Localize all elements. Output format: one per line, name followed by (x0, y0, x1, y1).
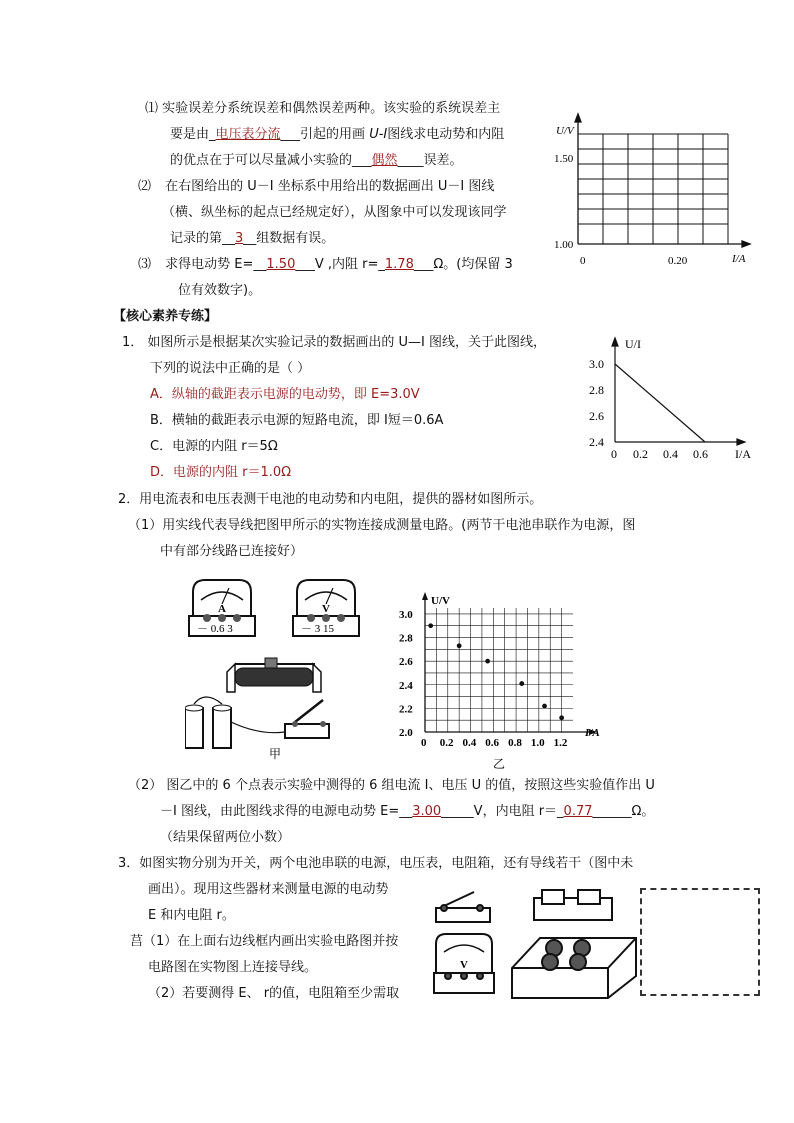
q2-p2-text2b: _____V，内电阻 r＝_ (441, 804, 564, 819)
q0-p1-answer1: 电压表分流 (215, 127, 281, 142)
q1-xtick-0: 0 (611, 447, 617, 461)
q2-answer-e: 3.00 (412, 804, 442, 819)
yi-data-point (542, 704, 547, 709)
q3-apparatus (430, 878, 640, 1003)
switch (285, 700, 329, 738)
q3-line4: 莒（1）在上面右边线框内画出实验电路图并按 (130, 934, 399, 949)
yi-y-tick: 2.8 (399, 632, 413, 645)
q2-answer-r: 0.77 (563, 804, 593, 819)
q2-p2-line1: （2） 图乙中的 6 个点表示实验中测得的 6 组电流 I、电压 U 的值，按照这些实验值作出 U (128, 778, 655, 793)
q0-p2-text3b: __组数据有误。 (243, 231, 335, 246)
yi-x-tick: 1.2 (553, 737, 568, 749)
q2-p2-text2c: ______Ω。 (592, 804, 655, 819)
q3-line2: 画出）。现用这些器材来测量电源的电动势 (148, 882, 389, 897)
q1-option-b: B．横轴的截距表示电源的短路电流，即 I短＝0.6A (150, 413, 444, 428)
yi-y-tick: 3.0 (399, 608, 413, 621)
voltmeter (293, 580, 359, 636)
q0-p2-text1: 在右图给出的 U－I 坐标系中用给出的数据画出 U－I 图线 (165, 179, 495, 194)
q0-p3-text1a: 求得电动势 E=__ (165, 257, 267, 272)
q1-xtick-2: 0.4 (663, 447, 678, 461)
yi-x-tick: 0.8 (508, 737, 522, 749)
q0-p1-answer2: 偶然 (371, 153, 398, 168)
q2-p2-line2 (160, 803, 654, 821)
q1-option-c: C．电源的内阻 r＝5Ω (150, 439, 278, 454)
q3-switch (436, 892, 490, 922)
figure-jia-caption: 甲 (269, 747, 282, 761)
q2-p2-line3: （结果保留两位小数） (160, 830, 291, 845)
yi-y-arrow (422, 592, 428, 600)
voltmeter-terminals: － 3 15 (301, 623, 334, 635)
q0-p2-line1 (138, 178, 494, 196)
q1-xtick-1: 0.2 (633, 447, 648, 461)
yi-data-point (559, 715, 564, 720)
q3-line6: （2）若要测得 E、 r的值，电阻箱至少需取 (148, 986, 400, 1001)
q0-p3-answer2: 1.78 (384, 257, 414, 272)
yi-x-tick: 0.6 (485, 737, 500, 749)
q1-line1: 1． 如图所示是根据某次实验记录的数据画出的 U—I 图线，关于此图线， (122, 335, 547, 350)
q1-x-label: I/A (735, 447, 751, 461)
yi-x-tick: 0.2 (439, 737, 454, 749)
q0-p2-text3a: 记录的第__ (170, 231, 236, 246)
q0-p1-text2b: ___引起的用画 (280, 127, 366, 142)
yi-data-point (485, 659, 490, 664)
q1-line2: 下列的说法中正确的是（ ） (150, 361, 311, 376)
q1-ytick-1: 2.8 (589, 383, 604, 397)
ammeter (189, 580, 255, 636)
q2-figure-yi-chart (395, 590, 615, 775)
grid-y-label: U/V (556, 125, 574, 137)
q1-ytick-3: 2.4 (589, 435, 604, 449)
q3-line1: 3．如图实物分别为开关，两个电池串联的电源，电压表，电阻箱，还有导线若干（图中未 (118, 856, 634, 871)
q0-p1-text1: 实验误差分系统误差和偶然误差两种。该实验的系统误差主 (162, 101, 501, 116)
q0-p2-line3 (170, 230, 334, 248)
voltmeter-label: V (322, 603, 330, 615)
yi-data-point (457, 643, 462, 648)
grid-x-label: I/A (732, 253, 746, 265)
ammeter-terminals: － 0.6 3 (197, 623, 233, 635)
yi-y-tick: 2.6 (399, 656, 413, 669)
q1-line (615, 364, 705, 442)
yi-x-tick: 0 (421, 737, 427, 749)
q0-p3-text1c: ___Ω。(均保留 3 (413, 257, 513, 272)
yi-y-tick: 2.4 (399, 679, 413, 692)
q3-line5: 电路图在实物图上连接导线。 (148, 960, 318, 975)
q2-p1-line2: 中有部分线路已连接好） (160, 544, 304, 559)
q1-xtick-3: 0.6 (693, 447, 708, 461)
yi-x-tick: 0.4 (462, 737, 477, 749)
q0-p1-text2a: 要是由_ (170, 127, 216, 142)
q0-p3-line1 (138, 256, 513, 274)
q3-resistance-box (512, 938, 636, 998)
q1-option-d: D．电源的内阻 r＝1.0Ω (150, 465, 292, 480)
figure-yi-caption: 乙 (493, 757, 506, 771)
q0-p2-number: ⑵ (138, 179, 152, 194)
q3-circuit-drawing-box (640, 888, 760, 996)
q1-y-arrow (612, 338, 618, 346)
q0-p1-text3a: 的优点在于可以尽量减小实验的___ (170, 153, 372, 168)
q1-x-arrow (737, 439, 745, 445)
yi-y-tick: 2.0 (399, 727, 413, 739)
q0-p3-line2: 位有效数字)。 (178, 283, 262, 298)
q0-p1-line1 (145, 100, 500, 118)
q2-line1: 2．用电流表和电压表测干电池的电动势和内电阻，提供的器材如图所示。 (118, 492, 543, 507)
q0-p3-text1b: ___V ,内阻 r=_ (295, 257, 385, 272)
q0-p1-line2 (170, 126, 504, 144)
q1-ytick-2: 2.6 (589, 409, 604, 423)
q3-line3: E 和内电阻 r。 (148, 908, 235, 923)
yi-data-point (519, 681, 524, 686)
grid-lines (578, 134, 728, 244)
q0-p1-line3 (170, 152, 463, 170)
q0-p1-ui: U-I (369, 127, 388, 142)
grid-y-top: 1.50 (554, 153, 574, 165)
q0-p2-answer: 3 (235, 231, 244, 246)
q0-grid-graph (548, 112, 758, 272)
grid-x-mid: 0.20 (668, 255, 688, 267)
q1-ytick-0: 3.0 (589, 357, 604, 371)
grid-y-bot: 1.00 (554, 239, 574, 251)
q2-figure-jia (185, 572, 390, 762)
q0-p3-number: ⑶ (138, 257, 152, 272)
batteries (185, 697, 295, 748)
q0-p1-number: ⑴ (145, 101, 159, 116)
q3-battery-pack (534, 890, 612, 920)
yi-x-label: I/A (585, 727, 600, 739)
yi-y-tick: 2.2 (399, 703, 413, 716)
rheostat (227, 658, 321, 692)
q2-p2-text2a: －I 图线，由此图线求得的电源电动势 E=__ (160, 804, 413, 819)
ammeter-label: A (218, 603, 226, 615)
q0-p2-line2: （横、纵坐标的起点已经规定好），从图象中可以发现该同学 (162, 205, 507, 220)
q1-option-a: A．纵轴的截距表示电源的电动势，即 E=3.0V (150, 387, 420, 402)
yi-y-label: U/V (431, 595, 450, 607)
q2-p1-line1: （1）用实线代表导线把图甲所示的实物连接成测量电路。(两节干电池串联作为电源，图 (128, 518, 636, 533)
q1-y-label: U/I (625, 337, 641, 351)
q3-voltmeter-label: V (460, 959, 468, 971)
yi-data-point (428, 623, 433, 628)
grid-x-zero: 0 (580, 255, 586, 267)
q1-chart (585, 334, 775, 476)
section-title: 【核心素养专练】 (113, 309, 218, 324)
q0-p3-answer1: 1.50 (266, 257, 296, 272)
yi-x-tick: 1.0 (530, 737, 545, 749)
q0-p1-text3b: ____误差。 (397, 153, 463, 168)
q0-p1-text2d: 图线求电动势和内阻 (387, 127, 505, 142)
